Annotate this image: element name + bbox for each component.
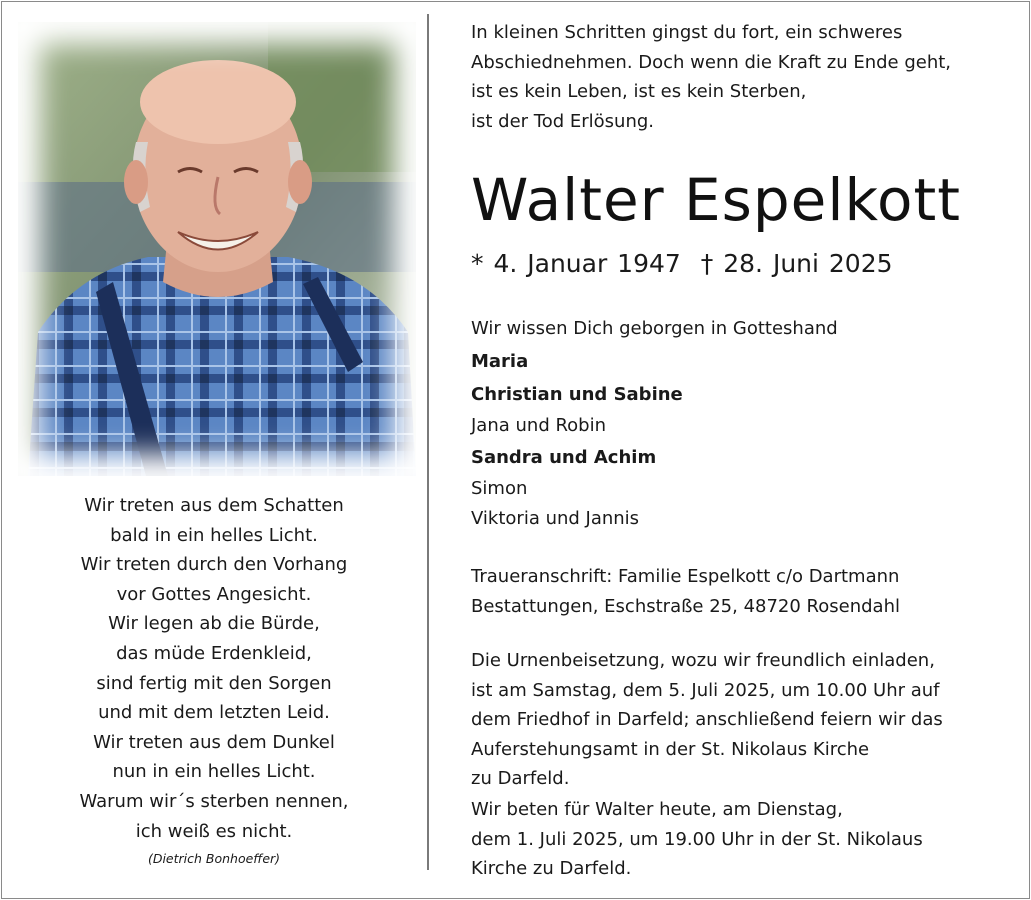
portrait-photo (18, 22, 416, 476)
funeral-line: zu Darfeld. (471, 768, 570, 790)
family-member: Jana und Robin (471, 415, 607, 436)
family-member: Simon (471, 478, 528, 499)
motto-line: Abschiednehmen. Doch wenn die Kraft zu Ende geht, (471, 51, 952, 73)
family-member: Christian und Sabine (471, 384, 683, 405)
funeral-line: ist am Samstag, dem 5. Juli 2025, um 10.00 Uhr auf (471, 679, 940, 701)
poem-line: ich weiß es nicht. (135, 820, 293, 842)
poem-line: sind fertig mit den Sorgen (96, 672, 332, 694)
life-dates (471, 249, 893, 278)
family-member: Viktoria und Jannis (471, 508, 640, 529)
poem-line: Wir treten durch den Vorhang (80, 554, 348, 576)
column-divider (427, 14, 429, 870)
poem-line: und mit dem letzten Leid. (98, 702, 330, 724)
deceased-name: Walter Espelkott (471, 166, 961, 234)
birth-date: * 4. Januar 1947 (471, 249, 681, 278)
address-line: Traueranschrift: Familie Espelkott c/o Dartmann (471, 566, 900, 587)
family-list (471, 312, 838, 534)
motto-line: In kleinen Schritten gingst du fort, ein schweres (471, 22, 903, 43)
prayer-notice (471, 795, 923, 884)
funeral-line: Die Urnenbeisetzung, wozu wir freundlich einladen, (471, 650, 935, 671)
prayer-line: Kirche zu Darfeld. (471, 858, 632, 880)
mourning-address (471, 562, 900, 622)
address-line: Bestattungen, Eschstraße 25, 48720 Rosendahl (471, 596, 900, 617)
motto-line: ist der Tod Erlösung. (471, 110, 655, 132)
motto (471, 18, 951, 136)
family-member: Maria (471, 351, 529, 372)
poem-line: bald in ein helles Licht. (110, 524, 318, 546)
poem-line: Wir treten aus dem Schatten (84, 495, 344, 516)
funeral-line: dem Friedhof in Darfeld; anschließend feiern wir das (471, 709, 943, 731)
poem-line: das müde Erdenkleid, (116, 642, 312, 664)
family-intro: Wir wissen Dich geborgen in Gotteshand (471, 318, 838, 339)
funeral-line: Auferstehungsamt in der St. Nikolaus Kirche (471, 738, 870, 760)
poem (18, 491, 410, 846)
poem-author: (Dietrich Bonhoeffer) (147, 851, 281, 866)
poem-line: vor Gottes Angesicht. (116, 583, 312, 605)
poem-line: Wir treten aus dem Dunkel (93, 731, 335, 753)
prayer-line: Wir beten für Walter heute, am Dienstag, (471, 799, 843, 820)
motto-line: ist es kein Leben, ist es kein Sterben, (471, 81, 807, 103)
death-date: † 28. Juni 2025 (700, 249, 893, 278)
poem-line: Warum wir´s sterben nennen, (79, 790, 349, 812)
poem-line: Wir legen ab die Bürde, (108, 613, 320, 635)
funeral-notice (471, 646, 943, 794)
prayer-line: dem 1. Juli 2025, um 19.00 Uhr in der St. Nikolaus (471, 828, 923, 850)
poem-line: nun in ein helles Licht. (112, 761, 316, 783)
family-member: Sandra und Achim (471, 447, 657, 468)
